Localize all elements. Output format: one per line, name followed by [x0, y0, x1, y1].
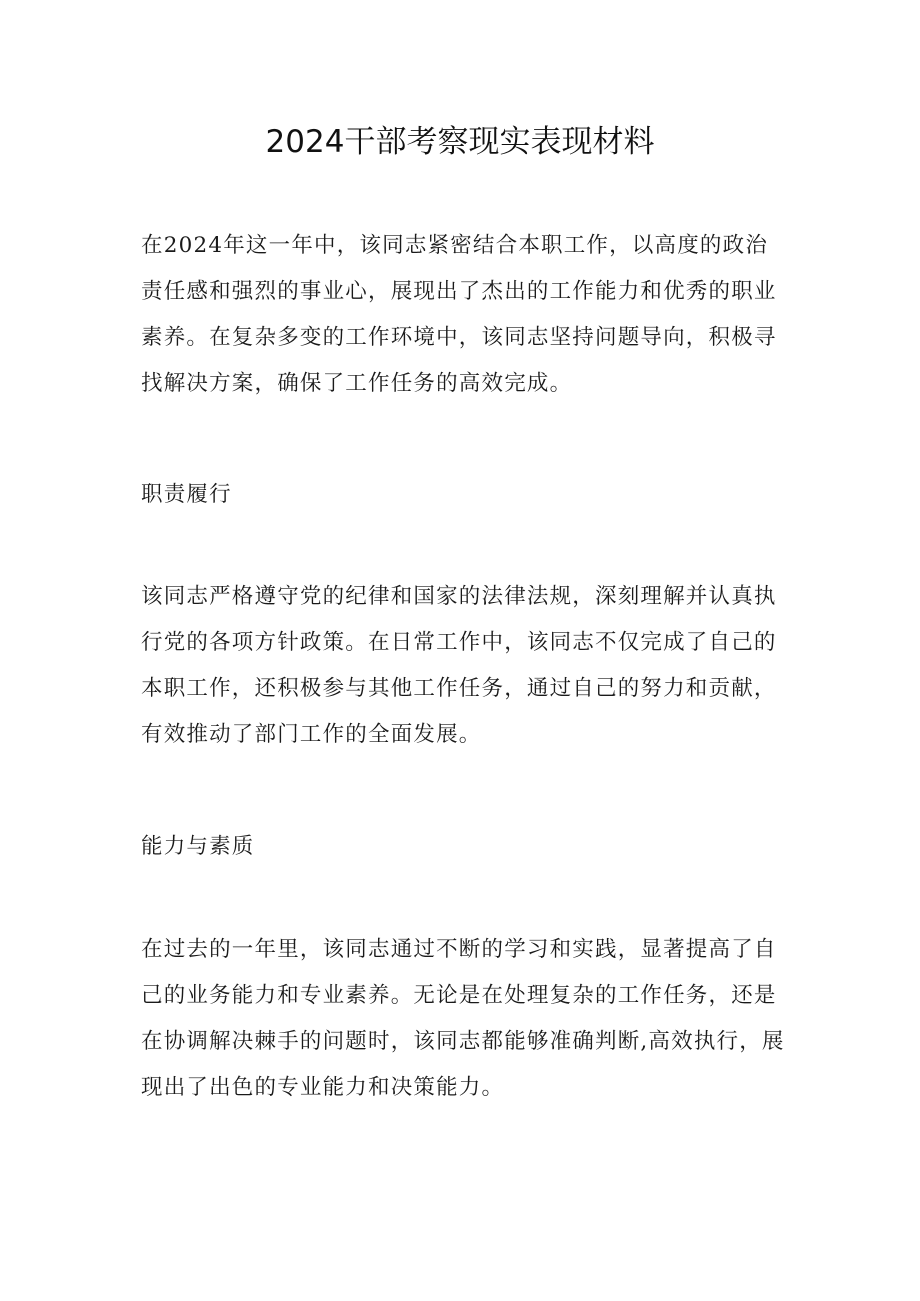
section-body-ability: 在过去的一年里，该同志通过不断的学习和实践，显著提高了自己的业务能力和专业素养。无论是在处理复杂的工作任务，还是在协调解决棘手的问题时，该同志都能够准确判断,高效执行，展现出了出色的专业能力和决策能力。 — [141, 937, 785, 1100]
section-body-duties: 该同志严格遵守党的纪律和国家的法律法规，深刻理解并认真执行党的各项方针政策。在日常工作中，该同志不仅完成了自己的本职工作，还积极参与其他工作任务，通过自己的努力和贡献，有效推动了部门工作的全面发展。 — [141, 584, 777, 747]
document-title: 2024干部考察现实表现材料 — [265, 124, 655, 160]
section-heading-duties: 职责履行 — [141, 482, 232, 507]
intro-paragraph: 在2024年这一年中，该同志紧密结合本职工作，以高度的政治责任感和强烈的事业心，展现出了杰出的工作能力和优秀的职业素养。在复杂多变的工作环境中，该同志坚持问题导向，积极寻找解决方案，确保了工作任务的高效完成。 — [141, 233, 777, 396]
section-heading-ability: 能力与素质 — [141, 834, 255, 859]
